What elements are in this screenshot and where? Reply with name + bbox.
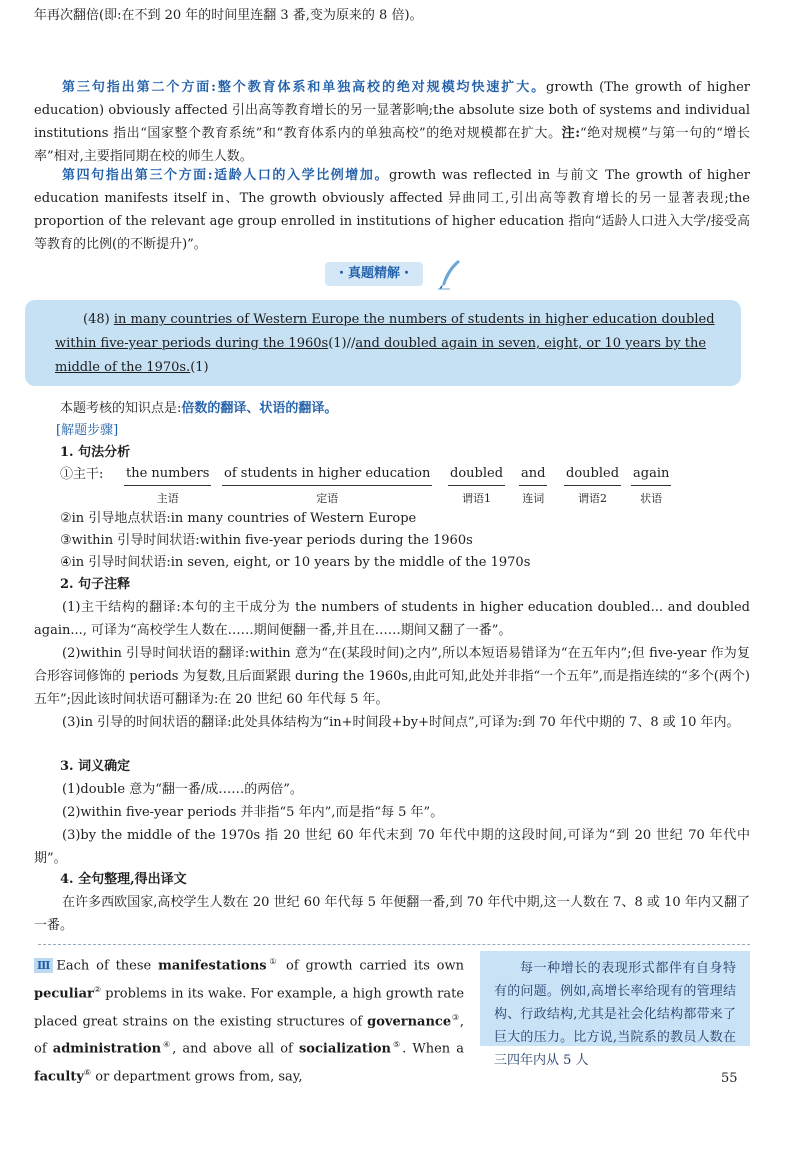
passage-paragraph — [34, 950, 464, 1089]
score-mark-1: (1)// — [328, 336, 356, 351]
meaning-1: (1)double 意为“翻一番/成……的两倍”。 — [62, 782, 303, 797]
vocab-word: faculty — [34, 1069, 84, 1085]
vocab-word: socialization — [298, 1041, 391, 1057]
translation-text: 每一种增长的表现形式都伴有自身特有的问题。例如,高增长率给现有的管理结构、行政结构,尤其是社会化结构都带来了巨大的压力。比方说,当院系的教员人数在三四年内从 5 人 — [494, 961, 736, 1068]
passage-text: problems in its wake. For example, a high growth rate placed great strains on the existing structures of — [34, 986, 465, 1029]
passage-text: of growth carried its own — [286, 958, 465, 974]
structure-role: 主语 — [156, 492, 179, 505]
exam-sentence — [55, 308, 735, 380]
vocab-index: ② — [93, 984, 102, 994]
sentence-part-1: in many countries of Western Europe the numbers of students in higher education doubled within five-year periods during the 1960s — [55, 312, 715, 351]
vocab-word: peculiar — [34, 986, 94, 1002]
structure-word: and — [519, 464, 547, 486]
structure-role: 状语 — [640, 492, 663, 505]
paragraph-third-sentence — [34, 76, 750, 168]
structure-role: 连词 — [522, 492, 545, 505]
passage-text: , of — [34, 1013, 464, 1057]
passage-text: or department grows from, say, — [95, 1069, 303, 1085]
note-label: 注: — [561, 126, 580, 141]
structure-word: of students in higher education — [222, 464, 432, 486]
question-number: (48) — [83, 312, 110, 327]
vocab-index: ⑤ — [390, 1040, 403, 1050]
structure-word: doubled — [564, 464, 621, 486]
structure-role: 定语 — [316, 492, 339, 505]
section-heading-badge: ・真题精解・ — [325, 262, 423, 286]
vocab-index: ④ — [161, 1040, 173, 1050]
vocab-word: governance — [367, 1013, 452, 1029]
paragraph-continuation: 年再次翻倍(即:在不到 20 年的时间里连翻 3 番,变为原来的 8 倍)。 — [34, 8, 423, 23]
annotation-2: (2)within 引导时间状语的翻译:within 意为“在(某段时间)之内”,所以本短语易错译为“在五年内”;但 five-year 作为复合形容词修饰的 periods 为复数,且后面紧跟 during the 1960s,由此可知,此处并非指“一个五年”,而是指连续的“多个(两个)五年”;因此该时间状语可翻译为:在 20 世纪 60 年代每 5 年。 — [34, 646, 750, 707]
knowledge-value: 倍数的翻译、状语的翻译。 — [181, 401, 338, 416]
passage-text: . When a — [402, 1041, 465, 1057]
sentence-part-2: and doubled again in seven, eight, or 10 years by the middle of the 1970s. — [55, 336, 707, 375]
translation-box — [480, 951, 750, 1068]
structure-predicate-1 — [448, 464, 505, 506]
knowledge-points — [60, 398, 337, 420]
paragraph-numeral-badge: Ⅲ — [34, 958, 53, 973]
section-divider — [38, 944, 750, 945]
knowledge-label: 本题考核的知识点是: — [60, 401, 182, 416]
structure-role: 谓语2 — [578, 492, 607, 505]
paragraph-fourth-sentence — [34, 164, 750, 256]
structure-word: the numbers — [124, 464, 211, 486]
main-structure-label: ①主干: — [60, 467, 104, 482]
step-4-title: 4. 全句整理,得出译文 — [60, 872, 187, 887]
structure-predicate-2 — [564, 464, 621, 506]
vocab-index: ③ — [451, 1012, 460, 1022]
structure-word: again — [631, 464, 671, 486]
structure-role: 谓语1 — [462, 492, 491, 505]
step-3-title: 3. 词义确定 — [60, 759, 131, 774]
page-number: 55 — [721, 1071, 738, 1086]
analysis-line-3: ③within 引导时间状语:within five-year periods during the 1960s — [60, 533, 473, 548]
passage-text: , and above all of — [172, 1041, 293, 1057]
steps-heading: [解题步骤] — [56, 423, 119, 438]
structure-attributive — [222, 464, 432, 506]
vocab-index: ⑥ — [83, 1068, 92, 1078]
step-1-title: 1. 句法分析 — [60, 445, 131, 460]
score-mark-2: (1) — [190, 360, 209, 375]
vocab-word: manifestations — [158, 958, 267, 974]
annotation-3: (3)in 引导的时间状语的翻译:此处具体结构为“in+时间段+by+时间点”,可译为:到 70 年代中期的 7、8 或 10 年内。 — [62, 715, 740, 730]
structure-conjunction — [519, 464, 547, 506]
annotation-1: (1)主干结构的翻译:本句的主干成分为 the numbers of students in higher education doubled... and doubled again..., 可译为“高校学生人数在……期间便翻一番,并且在……期间又翻了一番”。 — [34, 600, 750, 638]
analysis-line-2: ②in 引导地点状语:in many countries of Western Europe — [60, 511, 417, 526]
paragraph-body: growth (The growth of higher education) obviously affected 引出高等教育增长的另一显著影响;the absolute size both of systems and individual institutions 指出“国家整个教育系统”和“教育体系内的单独高校”的绝对规模都在扩大。 — [34, 80, 750, 141]
meaning-3: (3)by the middle of the 1970s 指 20 世纪 60 年代末到 70 年代中期的这段时间,可译为“到 20 世纪 70 年代中期”。 — [34, 828, 750, 866]
final-translation: 在许多西欧国家,高校学生人数在 20 世纪 60 年代每 5 年便翻一番,到 70 年代中期,这一人数在 7、8 或 10 年内又翻了一番。 — [34, 895, 750, 933]
analysis-line-4: ④in 引导时间状语:in seven, eight, or 10 years by the middle of the 1970s — [60, 555, 531, 570]
vocab-index: ① — [266, 957, 280, 966]
note-text: “绝对规模”与第一句的“增长率”相对,主要指同期在校的师生人数。 — [34, 126, 750, 164]
step-2-title: 2. 句子注释 — [60, 577, 131, 592]
paragraph-body: growth was reflected in 与前文 The growth of higher education manifests itself in、The growth obviously affected 异曲同工,引出高等教育增长的另一显著表现;the proportion of the relevant age group enrolled in institutions of higher education 指向“适龄人口进入大学/接受高等教育的比例(的不断提升)”。 — [34, 168, 750, 252]
structure-subject — [124, 464, 211, 506]
quill-pen-icon — [436, 258, 462, 290]
meaning-2: (2)within five-year periods 并非指“5 年内”,而是指“每 5 年”。 — [62, 805, 444, 820]
passage-text: Each of these — [56, 958, 152, 974]
paragraph-heading: 第四句指出第三个方面:适龄人口的入学比例增加。 — [62, 168, 390, 183]
structure-word: doubled — [448, 464, 505, 486]
structure-adverbial — [631, 464, 671, 506]
vocab-word: administration — [52, 1041, 162, 1057]
paragraph-heading: 第三句指出第二个方面:整个教育体系和单独高校的绝对规模均快速扩大。 — [62, 80, 547, 95]
